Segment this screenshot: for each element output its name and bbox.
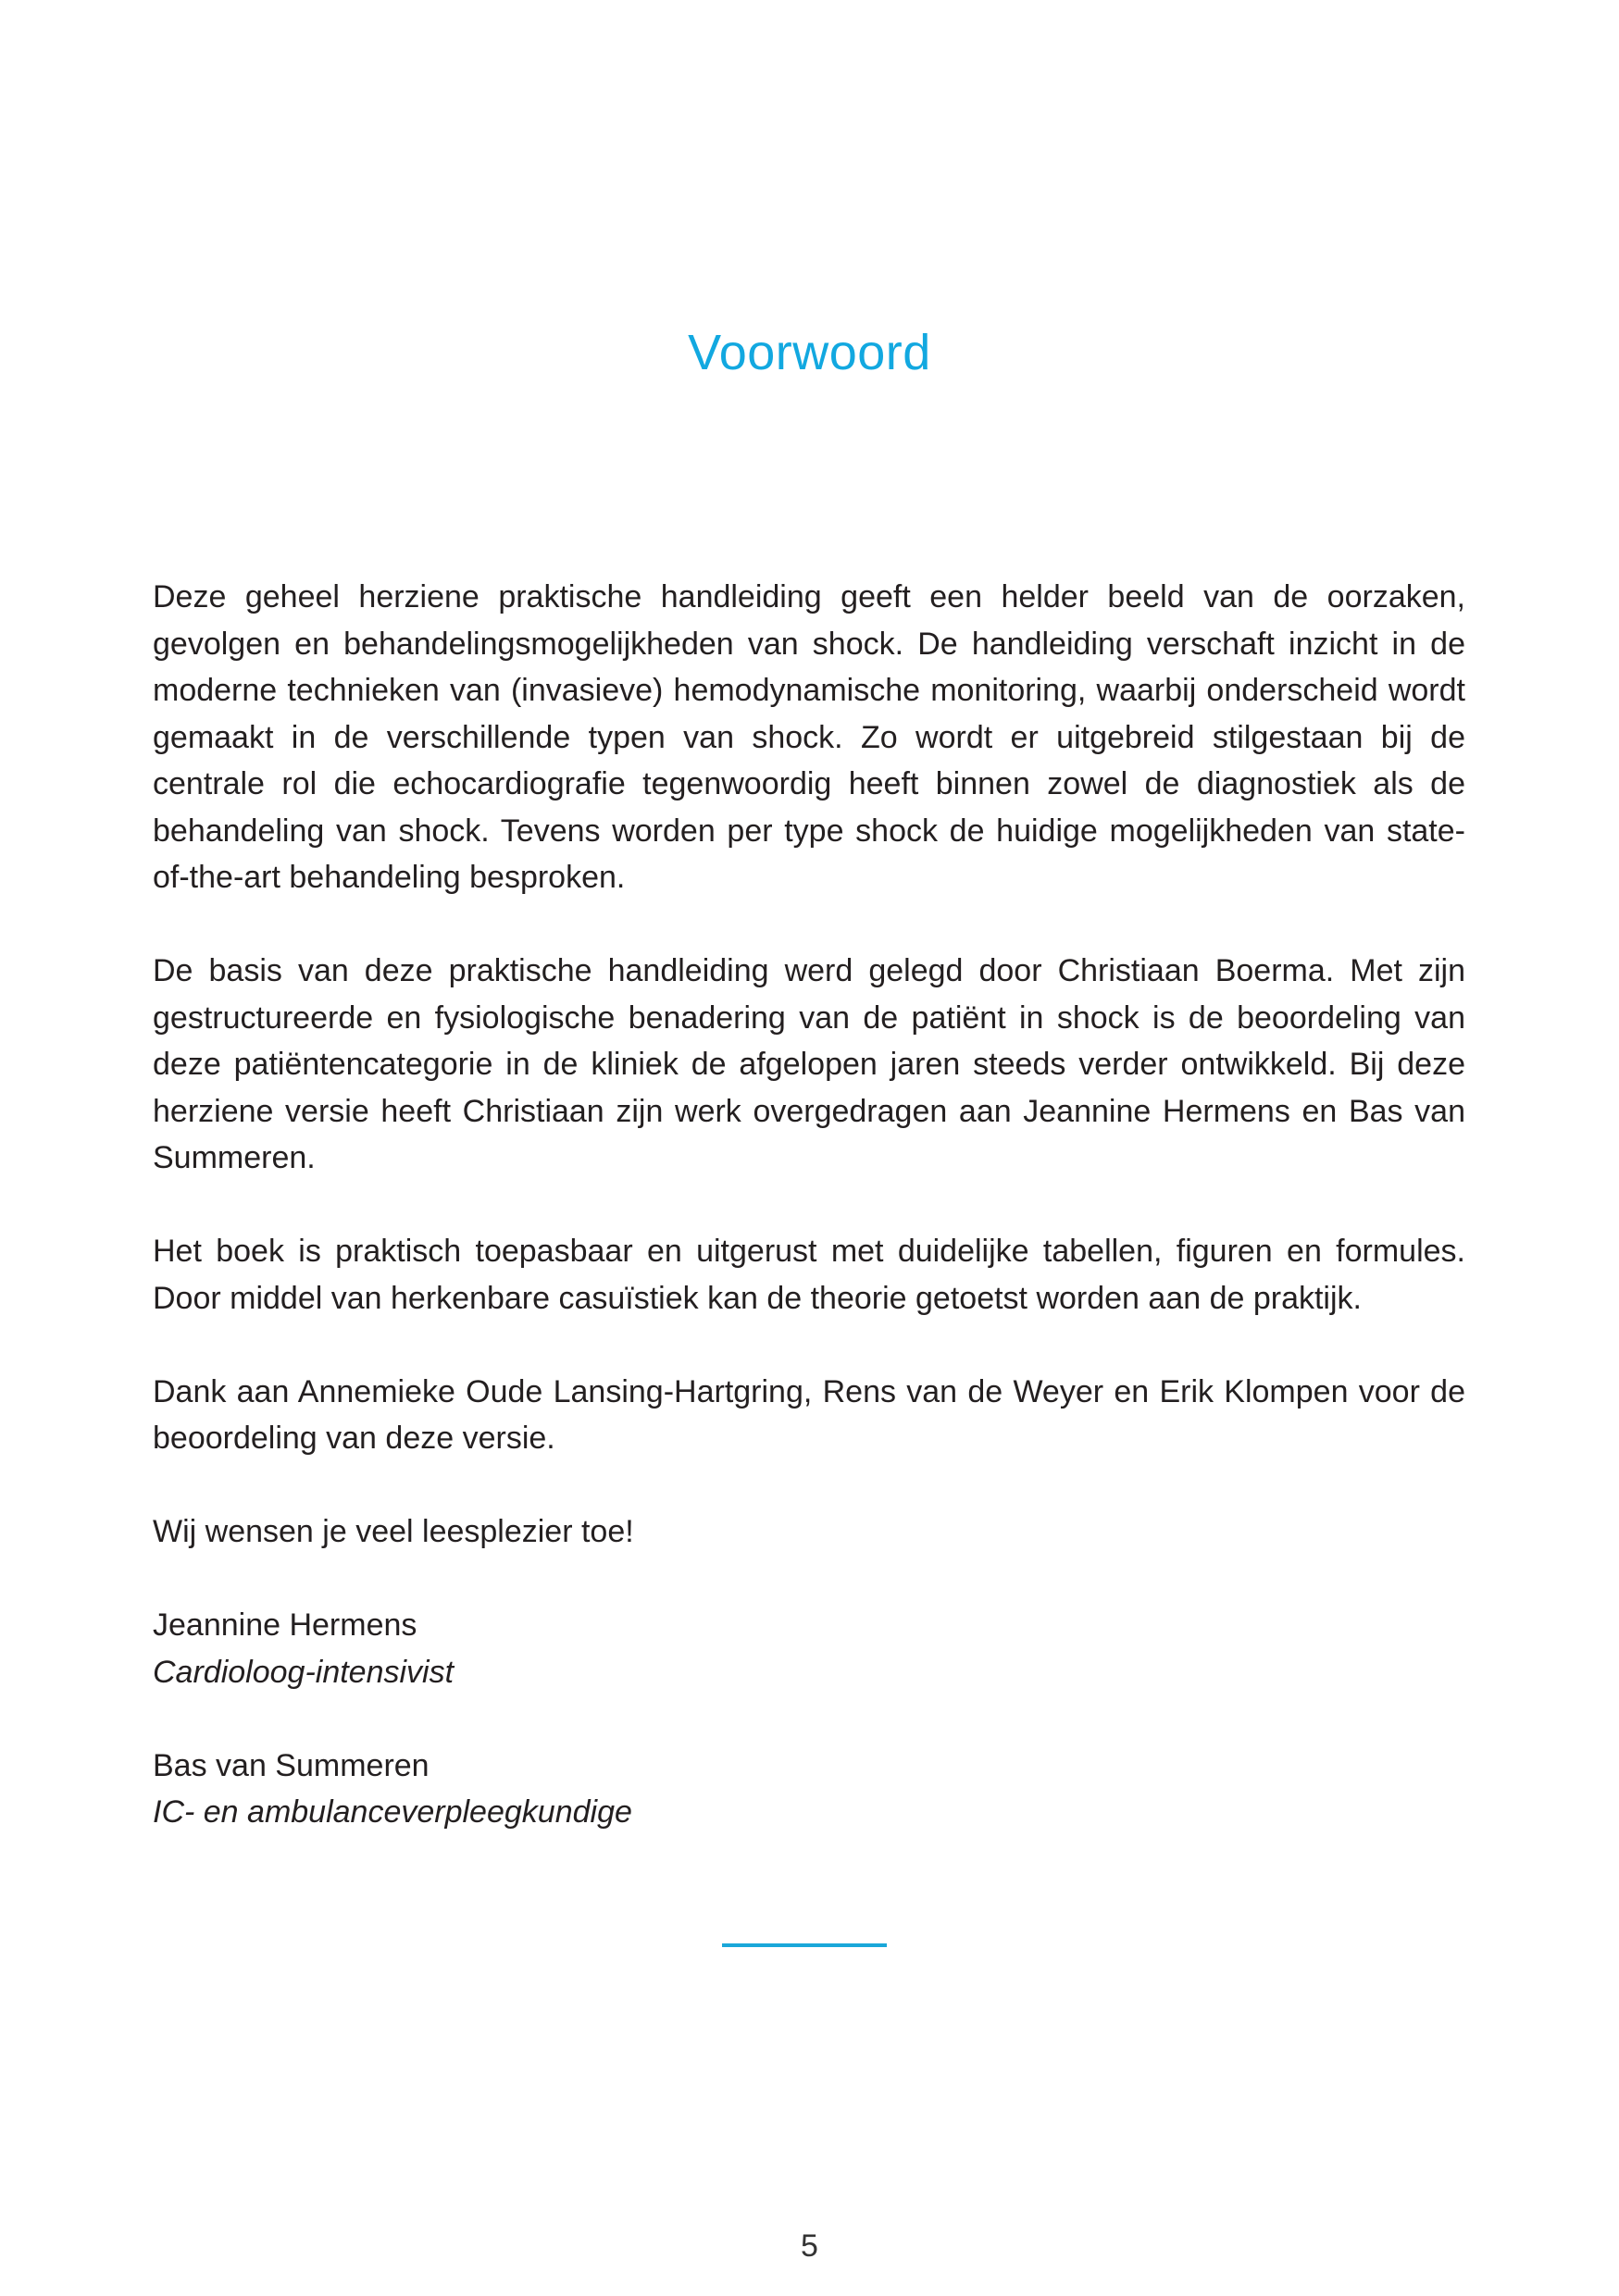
signature-hermens [153, 1602, 1465, 1695]
author-role: IC- en ambulanceverpleegkundige [153, 1794, 632, 1830]
author-role: Cardioloog-intensivist [153, 1654, 455, 1690]
decorative-divider [722, 1943, 887, 1947]
paragraph-intro: Deze geheel herziene praktische handleiding geeft een helder beeld van de oorzaken, gevolgen en behandelingsmogelijkheden van shock. De handleiding verschaft inzicht in de moderne technieken van (invasieve) hemodynamische monitoring, waarbij onderscheid wordt gemaakt in de verschillende typen van shock. Zo wordt er uitgebreid stilgestaan bij de centrale rol die echocardiografie tegenwoordig heeft binnen zowel de diagnostiek als de behandeling van shock. Tevens worden per type shock de huidige mogelijkheden van state-of-the-art behandeling besproken. [153, 579, 1465, 895]
paragraph-acknowledgements: Dank aan Annemieke Oude Lansing-Hartgring, Rens van de Weyer en Erik Klompen voor de beoordeling van deze versie. [153, 1373, 1465, 1456]
foreword-body [153, 574, 1465, 1882]
author-name: Bas van Summeren [153, 1747, 430, 1783]
paragraph-history: De basis van deze praktische handleiding werd gelegd door Christiaan Boerma. Met zijn gestructureerde en fysiologische benadering van de patiënt in shock is de beoordeling van deze patiëntencategorie in de kliniek de afgelopen jaren steeds verder ontwikkeld. Bij deze herziene versie heeft Christiaan zijn werk overgedragen aan Jeannine Hermens en Bas van Summeren. [153, 953, 1465, 1175]
author-name: Jeannine Hermens [153, 1607, 417, 1643]
signature-van-summeren [153, 1743, 1465, 1836]
paragraph-closing: Wij wensen je veel leesplezier toe! [153, 1514, 634, 1549]
page-title: Voorwoord [688, 325, 931, 380]
page-number: 5 [801, 2228, 818, 2264]
paragraph-practical: Het boek is praktisch toepasbaar en uitgerust met duidelijke tabellen, figuren en formules. Door middel van herkenbare casuïstiek kan de theorie getoetst worden aan de praktijk. [153, 1234, 1465, 1316]
